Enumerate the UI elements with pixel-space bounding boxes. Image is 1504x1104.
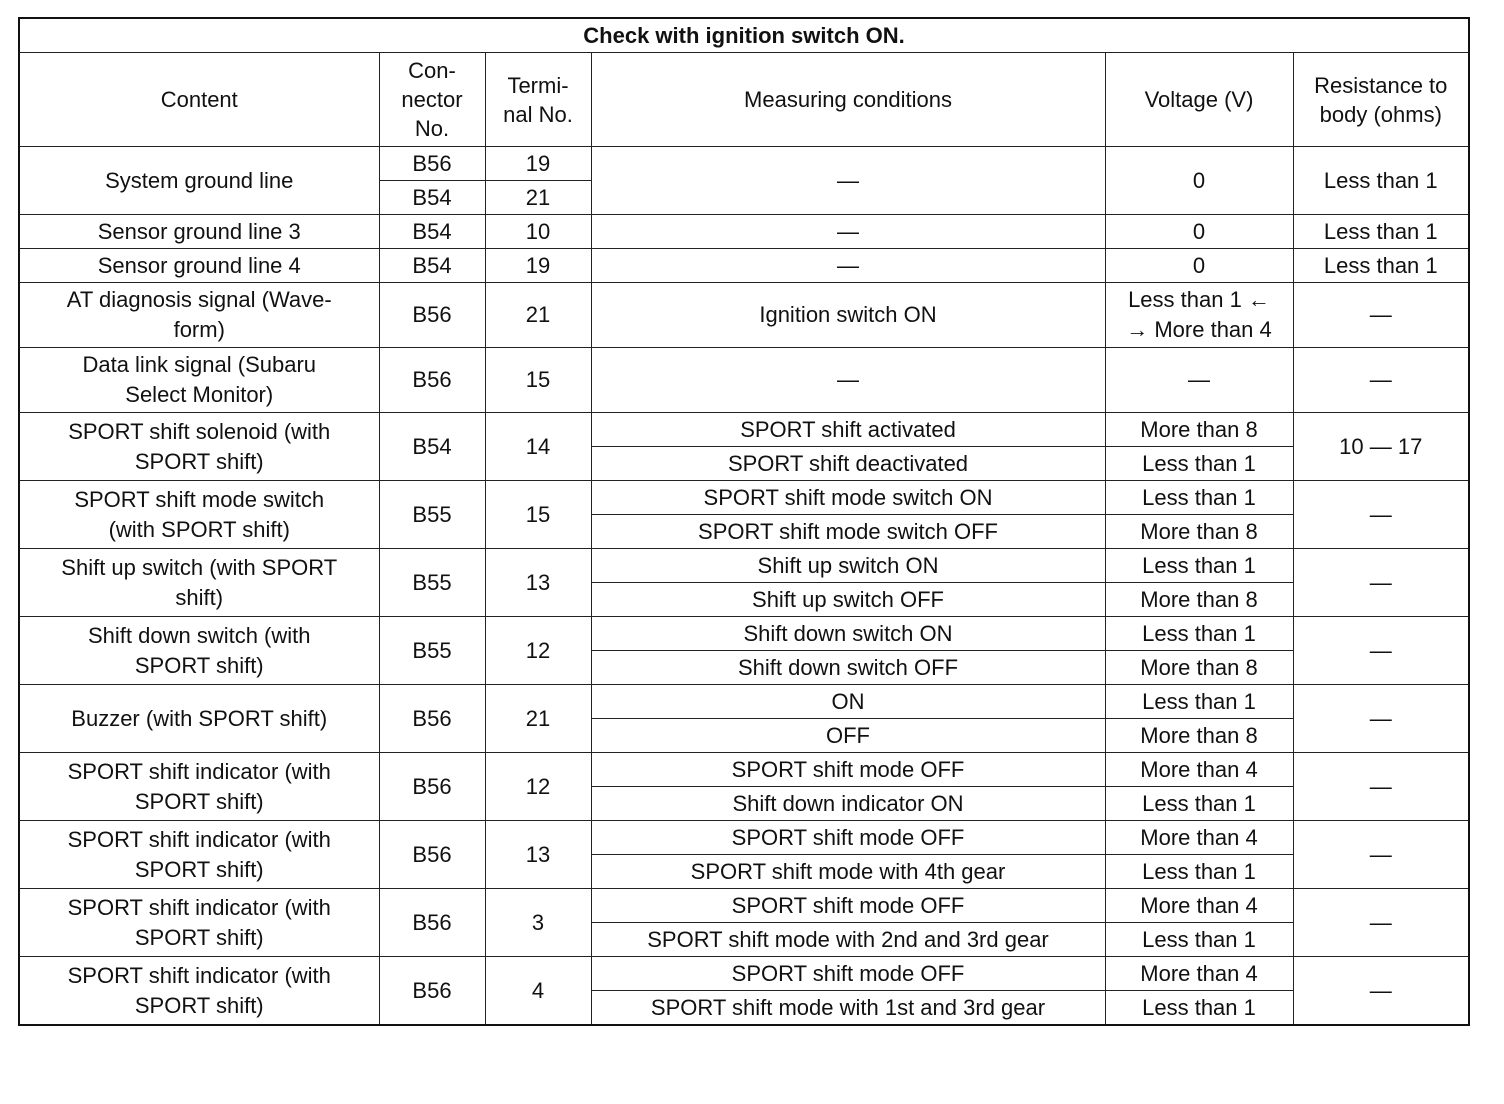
cell-resistance: Less than 1 [1293, 147, 1469, 215]
cell-voltage: — [1105, 348, 1293, 413]
cell-terminal: 13 [485, 549, 591, 617]
cell-conditions: Shift down switch OFF [591, 651, 1105, 685]
cell-voltage: Less than 1 [1105, 991, 1293, 1026]
cell-connector: B56 [379, 283, 485, 348]
cell-voltage: More than 4 [1105, 821, 1293, 855]
cell-connector: B56 [379, 685, 485, 753]
cell-content: Data link signal (Subaru Select Monitor) [19, 348, 379, 413]
cell-connector: B54 [379, 181, 485, 215]
cell-conditions: SPORT shift mode OFF [591, 821, 1105, 855]
header-row [19, 53, 1469, 147]
cell-terminal: 14 [485, 413, 591, 481]
cell-connector: B55 [379, 549, 485, 617]
cell-voltage: Less than 1 ← → More than 4 [1105, 283, 1293, 348]
cell-resistance: — [1293, 617, 1469, 685]
table-row [19, 957, 1469, 991]
cell-conditions: SPORT shift mode with 1st and 3rd gear [591, 991, 1105, 1026]
table-row [19, 753, 1469, 787]
cell-terminal: 21 [485, 181, 591, 215]
cell-content: Buzzer (with SPORT shift) [19, 685, 379, 753]
header-resistance [1293, 53, 1469, 147]
cell-terminal: 15 [485, 481, 591, 549]
cell-content: Sensor ground line 4 [19, 249, 379, 283]
cell-voltage: Less than 1 [1105, 549, 1293, 583]
table-row [19, 821, 1469, 855]
table-row [19, 413, 1469, 447]
cell-connector: B56 [379, 348, 485, 413]
header-resistance-label: Resistance to body (ohms) [1314, 72, 1448, 127]
cell-connector: B54 [379, 215, 485, 249]
cell-conditions: — [591, 348, 1105, 413]
cell-connector: B56 [379, 889, 485, 957]
cell-connector: B54 [379, 249, 485, 283]
cell-conditions: SPORT shift deactivated [591, 447, 1105, 481]
cell-content: Sensor ground line 3 [19, 215, 379, 249]
cell-conditions: OFF [591, 719, 1105, 753]
cell-resistance: — [1293, 283, 1469, 348]
cell-resistance: — [1293, 481, 1469, 549]
cell-voltage: Less than 1 [1105, 617, 1293, 651]
table-row [19, 283, 1469, 348]
cell-resistance: — [1293, 685, 1469, 753]
cell-terminal: 3 [485, 889, 591, 957]
cell-connector: B55 [379, 481, 485, 549]
header-terminal-label: Termi- nal No. [503, 72, 573, 127]
cell-terminal: 21 [485, 685, 591, 753]
header-connector [379, 53, 485, 147]
cell-resistance: — [1293, 549, 1469, 617]
cell-terminal: 13 [485, 821, 591, 889]
cell-conditions: SPORT shift mode switch ON [591, 481, 1105, 515]
header-content-label: Content [160, 87, 238, 112]
table-row [19, 685, 1469, 719]
cell-content: Shift down switch (with SPORT shift) [19, 617, 379, 685]
table-title: Check with ignition switch ON. [19, 18, 1469, 53]
cell-conditions: Shift down switch ON [591, 617, 1105, 651]
cell-content: SPORT shift indicator (with SPORT shift) [19, 821, 379, 889]
cell-connector: B55 [379, 617, 485, 685]
cell-voltage: Less than 1 [1105, 855, 1293, 889]
cell-conditions: Shift up switch ON [591, 549, 1105, 583]
cell-resistance: — [1293, 957, 1469, 1026]
cell-voltage: 0 [1105, 147, 1293, 215]
cell-conditions: SPORT shift mode OFF [591, 957, 1105, 991]
cell-content: System ground line [19, 147, 379, 215]
cell-voltage: More than 4 [1105, 957, 1293, 991]
cell-conditions: SPORT shift mode OFF [591, 753, 1105, 787]
table-row [19, 889, 1469, 923]
cell-voltage: More than 8 [1105, 583, 1293, 617]
cell-voltage: More than 8 [1105, 651, 1293, 685]
cell-voltage: Less than 1 [1105, 923, 1293, 957]
cell-resistance: — [1293, 348, 1469, 413]
cell-conditions: SPORT shift activated [591, 413, 1105, 447]
cell-voltage: More than 8 [1105, 413, 1293, 447]
cell-conditions: Shift up switch OFF [591, 583, 1105, 617]
cell-voltage: More than 4 [1105, 889, 1293, 923]
cell-conditions: SPORT shift mode OFF [591, 889, 1105, 923]
header-content [19, 53, 379, 147]
cell-connector: B56 [379, 753, 485, 821]
header-terminal [485, 53, 591, 147]
cell-terminal: 10 [485, 215, 591, 249]
table-row [19, 147, 1469, 181]
cell-resistance: 10 — 17 [1293, 413, 1469, 481]
cell-voltage: Less than 1 [1105, 787, 1293, 821]
cell-resistance: Less than 1 [1293, 249, 1469, 283]
table-row [19, 617, 1469, 651]
table-row [19, 249, 1469, 283]
cell-conditions: — [591, 215, 1105, 249]
cell-voltage: More than 4 [1105, 753, 1293, 787]
cell-terminal: 19 [485, 249, 591, 283]
cell-connector: B56 [379, 147, 485, 181]
cell-voltage: Less than 1 [1105, 685, 1293, 719]
cell-terminal: 12 [485, 753, 591, 821]
header-conditions [591, 53, 1105, 147]
cell-content: SPORT shift indicator (with SPORT shift) [19, 957, 379, 1026]
cell-voltage: 0 [1105, 215, 1293, 249]
cell-conditions: SPORT shift mode switch OFF [591, 515, 1105, 549]
cell-voltage: Less than 1 [1105, 447, 1293, 481]
cell-resistance: — [1293, 821, 1469, 889]
cell-conditions: ON [591, 685, 1105, 719]
ignition-check-table [18, 17, 1470, 1026]
cell-content: SPORT shift mode switch (with SPORT shift) [19, 481, 379, 549]
cell-content: SPORT shift indicator (with SPORT shift) [19, 889, 379, 957]
cell-conditions: Shift down indicator ON [591, 787, 1105, 821]
cell-voltage: Less than 1 [1105, 481, 1293, 515]
header-conditions-label: Measuring conditions [744, 87, 952, 112]
cell-conditions: — [591, 147, 1105, 215]
cell-content: SPORT shift solenoid (with SPORT shift) [19, 413, 379, 481]
cell-terminal: 4 [485, 957, 591, 1026]
cell-connector: B54 [379, 413, 485, 481]
cell-resistance: — [1293, 753, 1469, 821]
header-connector-label: Con- nector No. [401, 58, 463, 141]
cell-terminal: 21 [485, 283, 591, 348]
cell-voltage: 0 [1105, 249, 1293, 283]
header-voltage-label: Voltage (V) [1144, 87, 1254, 112]
table-row [19, 549, 1469, 583]
cell-connector: B56 [379, 957, 485, 1026]
cell-conditions: SPORT shift mode with 4th gear [591, 855, 1105, 889]
header-voltage [1105, 53, 1293, 147]
cell-resistance: — [1293, 889, 1469, 957]
cell-conditions: SPORT shift mode with 2nd and 3rd gear [591, 923, 1105, 957]
cell-content: SPORT shift indicator (with SPORT shift) [19, 753, 379, 821]
cell-terminal: 12 [485, 617, 591, 685]
table-row [19, 481, 1469, 515]
cell-terminal: 15 [485, 348, 591, 413]
cell-terminal: 19 [485, 147, 591, 181]
cell-conditions: Ignition switch ON [591, 283, 1105, 348]
cell-connector: B56 [379, 821, 485, 889]
cell-voltage: More than 8 [1105, 515, 1293, 549]
cell-content: AT diagnosis signal (Wave- form) [19, 283, 379, 348]
table-row [19, 348, 1469, 413]
cell-voltage: More than 8 [1105, 719, 1293, 753]
cell-content: Shift up switch (with SPORT shift) [19, 549, 379, 617]
cell-resistance: Less than 1 [1293, 215, 1469, 249]
cell-conditions: — [591, 249, 1105, 283]
table-row [19, 215, 1469, 249]
